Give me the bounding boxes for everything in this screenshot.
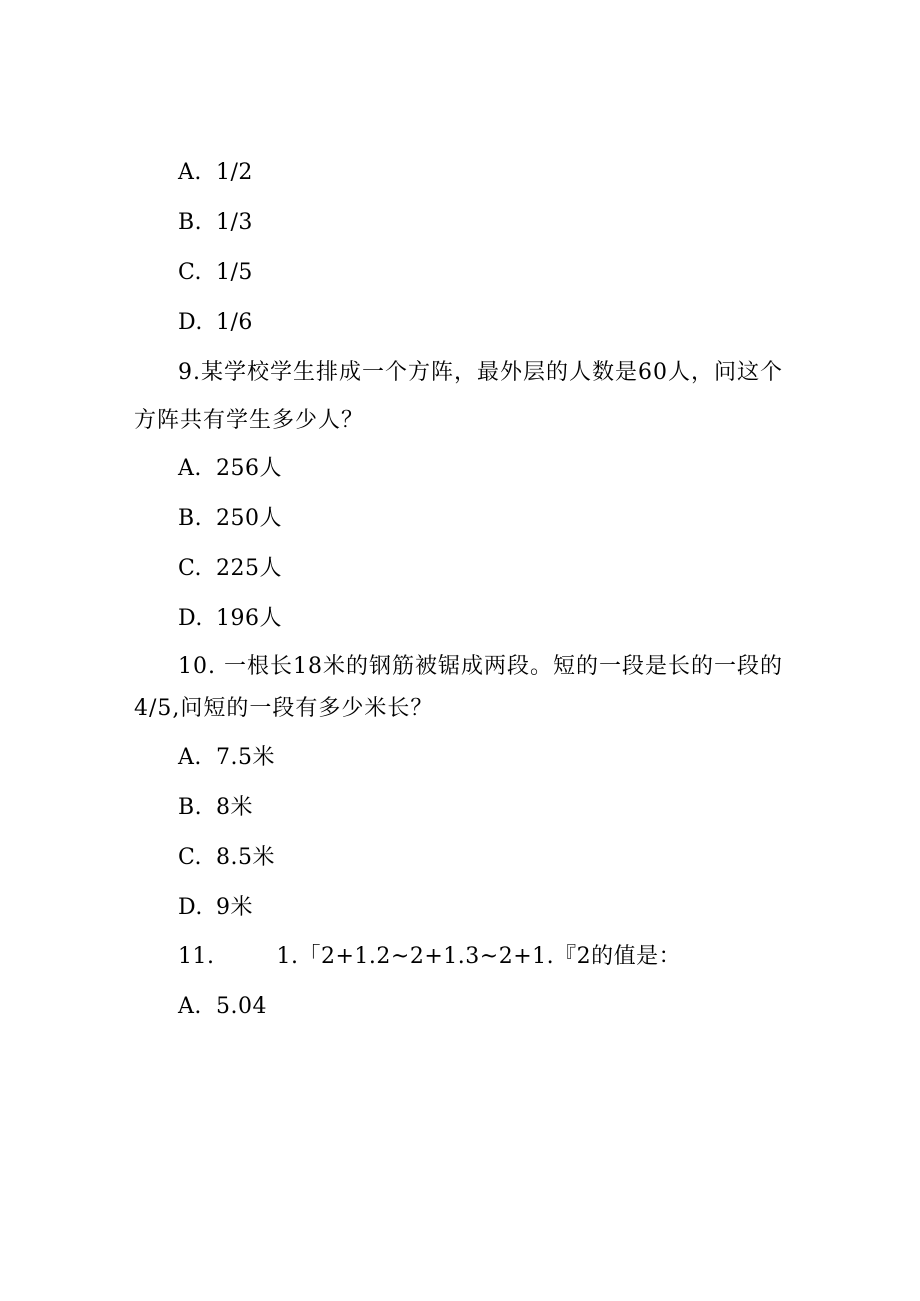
q8-option-b bbox=[178, 208, 253, 238]
q10-stem-line1 bbox=[178, 652, 783, 682]
option-letter: C. bbox=[178, 556, 203, 581]
q10-stem-line2 bbox=[134, 694, 433, 724]
q11-stem bbox=[178, 942, 681, 972]
option-letter: C. bbox=[178, 845, 203, 870]
option-text: 256人 bbox=[216, 456, 282, 481]
question-number: 11. bbox=[178, 944, 215, 969]
question-number: 10. bbox=[178, 654, 216, 679]
option-letter: B. bbox=[178, 506, 203, 531]
option-text: 5.04 bbox=[216, 994, 267, 1019]
option-letter: A. bbox=[178, 456, 202, 481]
option-letter: D. bbox=[178, 606, 203, 631]
q8-option-a bbox=[178, 158, 253, 188]
q8-option-d bbox=[178, 308, 253, 338]
option-letter: D. bbox=[178, 310, 203, 335]
q10-option-a bbox=[178, 743, 275, 773]
option-text: 9米 bbox=[216, 895, 253, 920]
option-text: 196人 bbox=[216, 606, 282, 631]
q8-option-c bbox=[178, 258, 253, 288]
option-letter: B. bbox=[178, 795, 203, 820]
q9-stem-line2 bbox=[134, 406, 364, 436]
option-text: 1/3 bbox=[216, 210, 253, 235]
option-letter: C. bbox=[178, 260, 203, 285]
q9-option-c bbox=[178, 554, 282, 584]
option-text: 1/5 bbox=[216, 260, 253, 285]
option-text: 1/2 bbox=[216, 160, 253, 185]
q10-option-d bbox=[178, 893, 253, 923]
q11-option-a bbox=[178, 992, 267, 1022]
option-text: 7.5米 bbox=[216, 745, 275, 770]
question-text: 1.「2+1.2~2+1.3~2+1.『2的值是： bbox=[276, 944, 682, 969]
question-text: 一根长18米的钢筋被锯成两段。短的一段是长的一段的 bbox=[224, 654, 783, 679]
q9-stem-line1 bbox=[178, 358, 783, 388]
q9-option-a bbox=[178, 454, 282, 484]
option-letter: A. bbox=[178, 160, 202, 185]
q10-option-b bbox=[178, 793, 253, 823]
q9-option-d bbox=[178, 604, 282, 634]
question-text: 方阵共有学生多少人？ bbox=[134, 408, 365, 433]
q9-option-b bbox=[178, 504, 282, 534]
option-letter: A. bbox=[178, 994, 202, 1019]
option-letter: A. bbox=[178, 745, 202, 770]
question-number: 9. bbox=[178, 360, 201, 385]
option-letter: D. bbox=[178, 895, 203, 920]
option-text: 8米 bbox=[216, 795, 253, 820]
option-text: 250人 bbox=[216, 506, 282, 531]
option-text: 1/6 bbox=[216, 310, 253, 335]
q10-option-c bbox=[178, 843, 275, 873]
question-text: 4/5,问短的一段有多少米长？ bbox=[134, 696, 434, 721]
option-letter: B. bbox=[178, 210, 203, 235]
question-text: 某学校学生排成一个方阵，最外层的人数是60人，问这个 bbox=[201, 360, 783, 385]
option-text: 225人 bbox=[216, 556, 282, 581]
option-text: 8.5米 bbox=[216, 845, 275, 870]
